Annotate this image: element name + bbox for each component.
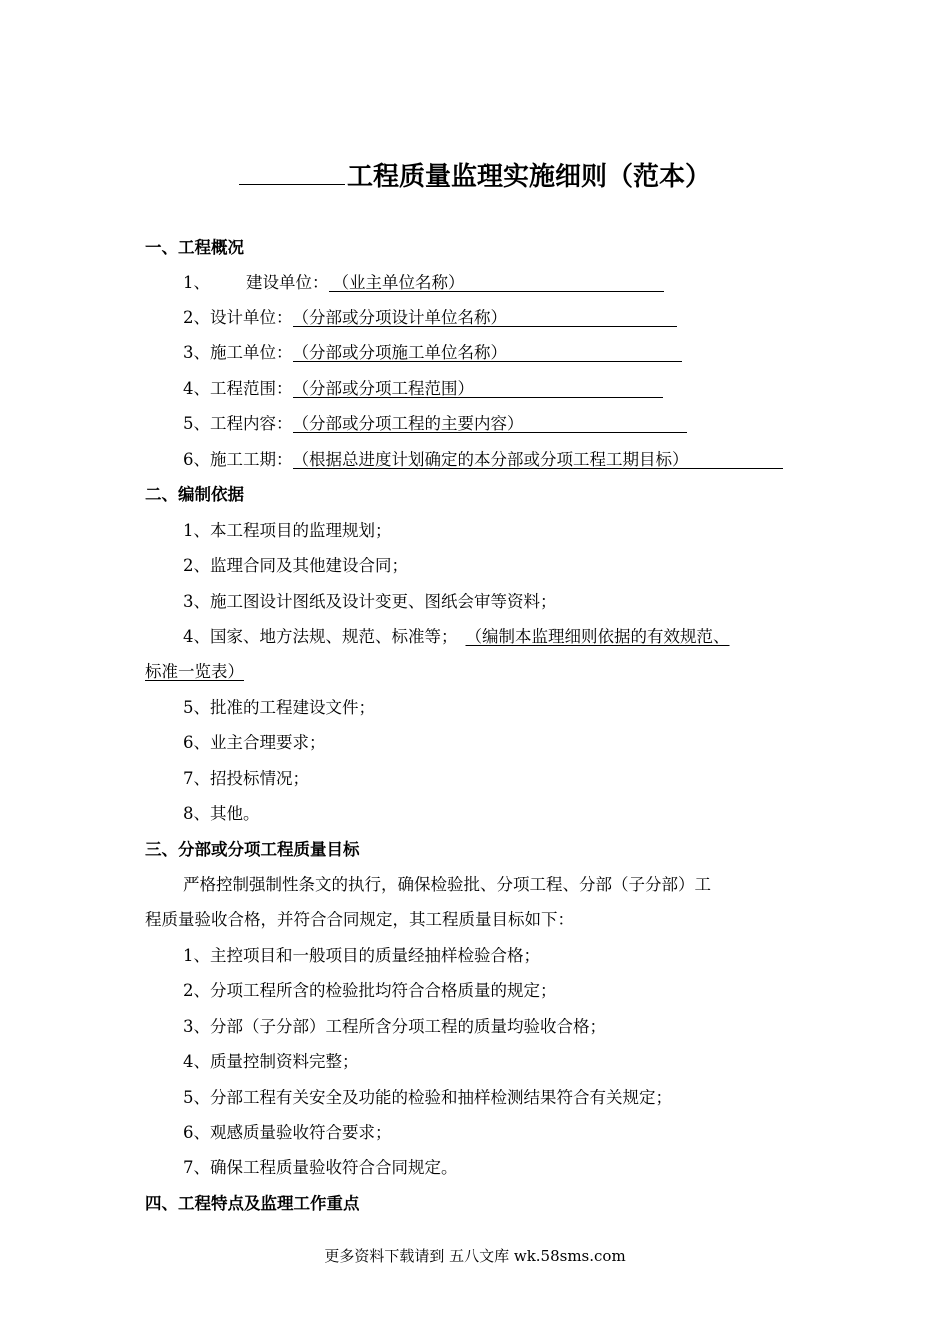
quality-item-2: 2、分项工程所含的检验批均符合合格质量的规定；	[183, 981, 557, 1000]
basis-item-6: 6、业主合理要求；	[183, 733, 326, 752]
quality-paragraph-line-1: 严格控制强制性条文的执行，确保检验批、分项工程、分部（子分部）工	[183, 875, 711, 894]
overview-item-4: 4、工程范围：（分部或分项工程范围）	[183, 377, 663, 401]
quality-item-6: 6、观感质量验收符合要求；	[183, 1123, 392, 1142]
basis-item-5: 5、批准的工程建设文件；	[183, 698, 375, 717]
basis-item-3: 3、施工图设计图纸及设计变更、图纸会审等资料；	[183, 592, 557, 611]
quality-item-5: 5、分部工程有关安全及功能的检验和抽样检测结果符合有关规定；	[183, 1088, 672, 1107]
document-title: 工程质量监理实施细则（范本）	[0, 156, 950, 197]
basis-item-2: 2、监理合同及其他建设合同；	[183, 556, 408, 575]
basis-item-4-continued: 标准一览表）	[145, 662, 244, 681]
page-footer: 更多资料下载请到 五八文库 wk.58sms.com	[324, 1247, 626, 1265]
section-3-heading: 三、分部或分项工程质量目标	[145, 840, 360, 859]
quality-paragraph-line-2: 程质量验收合格，并符合合同规定，其工程质量目标如下：	[145, 910, 574, 929]
section-1-heading: 一、工程概况	[145, 238, 244, 257]
quality-item-4: 4、质量控制资料完整；	[183, 1052, 359, 1071]
basis-item-4: 4、国家、地方法规、规范、标准等； （编制本监理细则依据的有效规范、	[183, 627, 730, 646]
overview-item-5: 5、工程内容：（分部或分项工程的主要内容）	[183, 412, 687, 436]
overview-item-2: 2、设计单位：（分部或分项设计单位名称）	[183, 306, 677, 330]
overview-item-3: 3、施工单位：（分部或分项施工单位名称）	[183, 341, 682, 365]
overview-item-6: 6、施工工期：（根据总进度计划确定的本分部或分项工程工期目标）	[183, 448, 783, 472]
section-2-heading: 二、编制依据	[145, 485, 244, 504]
basis-item-8: 8、其他。	[183, 804, 260, 823]
quality-item-3: 3、分部（子分部）工程所含分项工程的质量均验收合格；	[183, 1017, 606, 1036]
overview-item-1: 1、 建设单位： （业主单位名称）	[183, 271, 664, 295]
section-4-heading: 四、工程特点及监理工作重点	[145, 1194, 360, 1213]
basis-item-1: 1、本工程项目的监理规划；	[183, 521, 392, 540]
basis-item-7: 7、招投标情况；	[183, 769, 309, 788]
quality-item-7: 7、确保工程质量验收符合合同规定。	[183, 1158, 458, 1177]
title-blank-line	[239, 156, 345, 185]
quality-item-1: 1、主控项目和一般项目的质量经抽样检验合格；	[183, 946, 540, 965]
